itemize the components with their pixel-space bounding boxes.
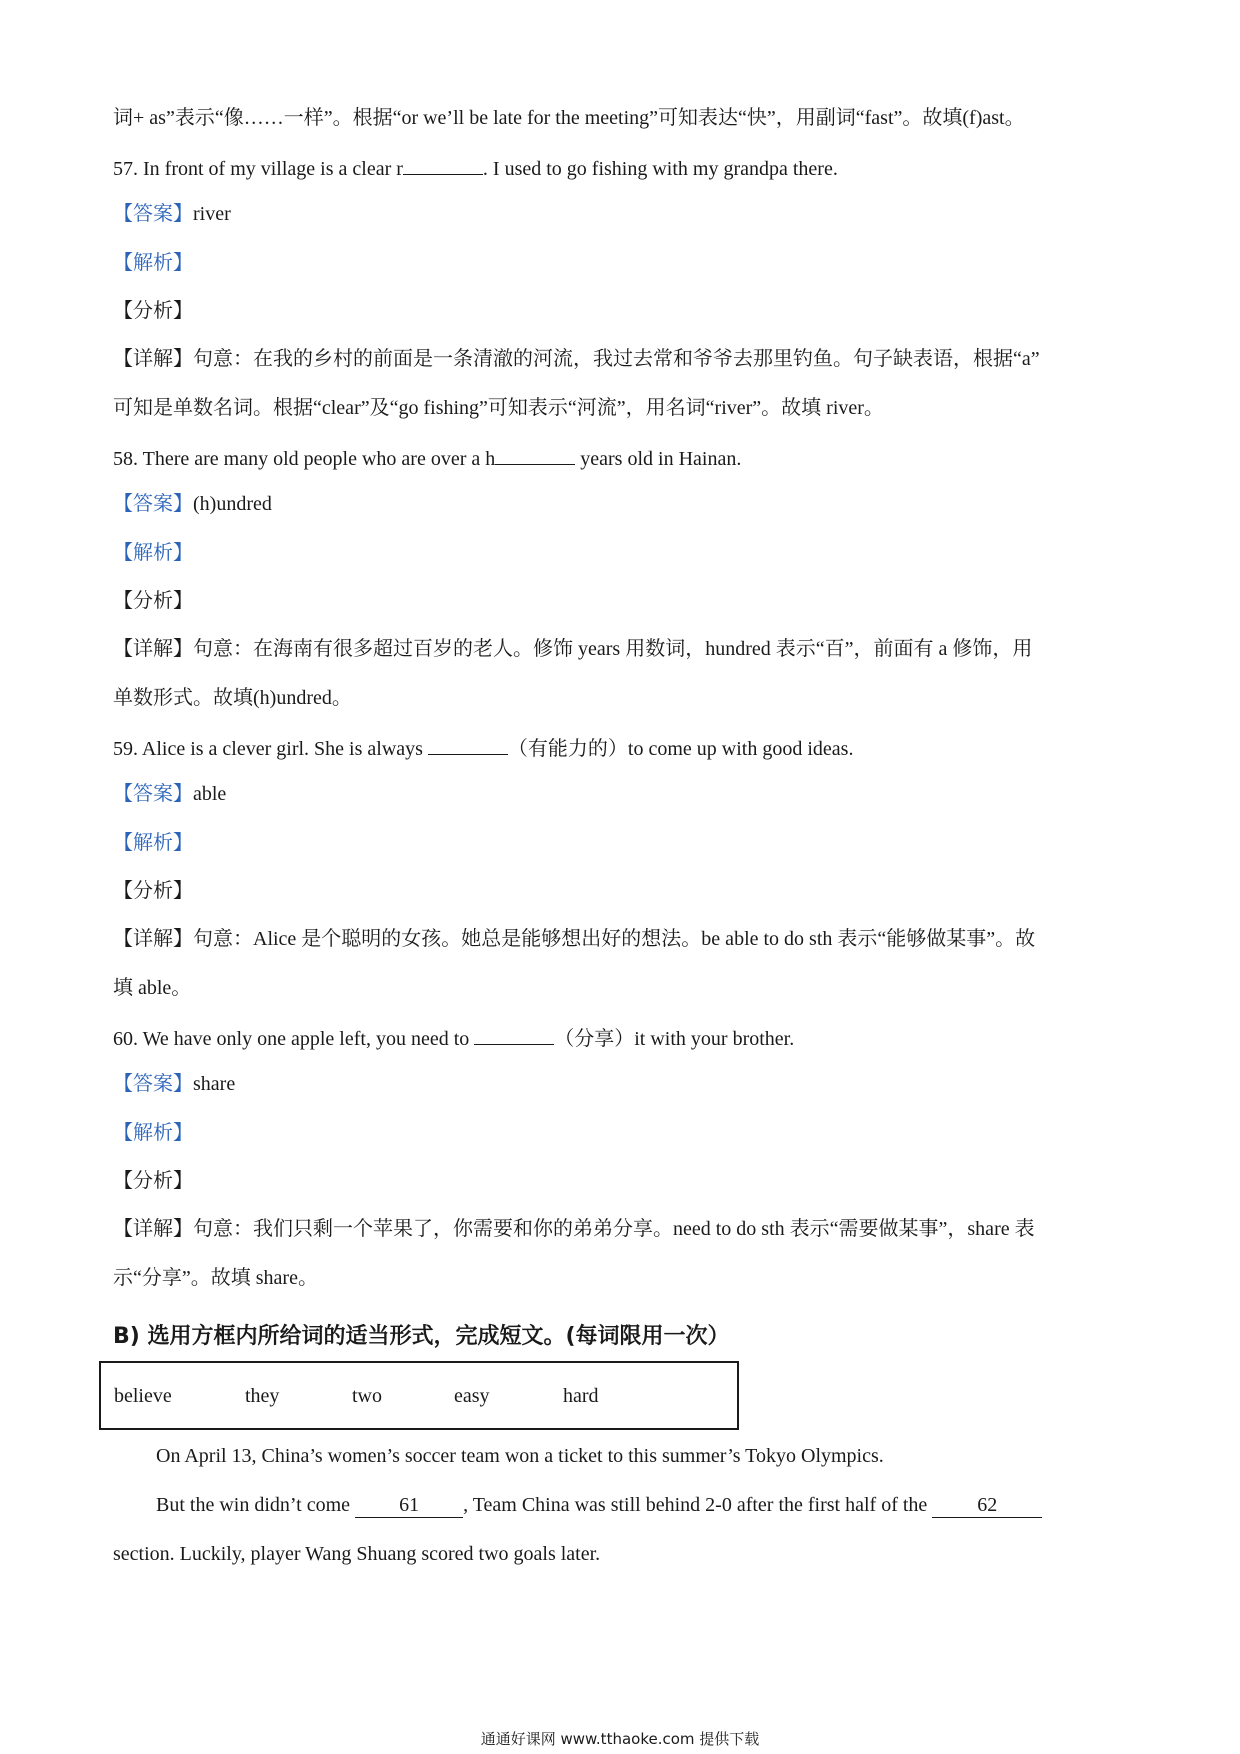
analysis-label-59 — [113, 829, 1133, 857]
analysis-label-57 — [113, 249, 1133, 277]
answer-58 — [113, 490, 1133, 518]
question-text-post: （分享）it with your brother. — [554, 1028, 795, 1050]
passage-text: , Team China was still behind 2-0 after the first half of the — [463, 1494, 933, 1516]
word-box-item: two — [352, 1385, 382, 1407]
word-box-item: believe — [114, 1385, 172, 1407]
detail-text: 句意：我们只剩一个苹果了，你需要和你的弟弟分享。need to do sth 表示“需要做某事”，share 表 — [193, 1218, 1035, 1240]
detail-label: 【详解】 — [113, 348, 193, 370]
detail-57-line-2 — [113, 394, 1133, 422]
detail-57-line-1 — [113, 345, 1133, 373]
analysis-label: 【解析】 — [113, 832, 193, 854]
answer-label: 【答案】 — [113, 493, 193, 515]
question-text-pre: 60. We have only one apple left, you need to — [113, 1028, 475, 1050]
passage-text: section. Luckily, player Wang Shuang scored two goals later. — [113, 1543, 601, 1565]
fenxi-label-59 — [113, 877, 1133, 905]
answer-blank — [428, 732, 508, 755]
fenxi-label-57 — [113, 297, 1133, 325]
prev-question-explanation-end — [113, 104, 1133, 132]
detail-58-line-2 — [113, 684, 1133, 712]
detail-text: 句意：Alice 是个聪明的女孩。她总是能够想出好的想法。be able to do sth 表示“能够做某事”。故 — [193, 928, 1036, 950]
explanation-text: 词+ as”表示“像……一样”。根据“or we’ll be late for the meeting”可知表达“快”，用副词“fast”。故填(f)ast。 — [113, 107, 1025, 129]
passage-text: On April 13, China’s women’s soccer team won a ticket to this summer’s Tokyo Olympics. — [156, 1445, 884, 1467]
detail-label: 【详解】 — [113, 1218, 193, 1240]
detail-text: 示“分享”。故填 share。 — [113, 1267, 318, 1289]
detail-59-line-1 — [113, 925, 1133, 953]
answer-blank — [403, 152, 483, 175]
detail-label: 【详解】 — [113, 638, 193, 660]
answer-label: 【答案】 — [113, 783, 193, 805]
fenxi-label: 【分析】 — [113, 880, 193, 902]
fenxi-label: 【分析】 — [113, 300, 193, 322]
fenxi-label-58 — [113, 587, 1133, 615]
passage-text: But the win didn’t come — [156, 1494, 356, 1516]
question-text-pre: 58. There are many old people who are over a h — [113, 448, 496, 470]
page-footer: 通通好课网 www.tthaoke.com 提供下载 — [480, 1730, 760, 1748]
question-text-pre: 57. In front of my village is a clear r — [113, 158, 403, 180]
answer-label: 【答案】 — [113, 203, 193, 225]
word-box-item: they — [245, 1385, 280, 1407]
detail-59-line-2 — [113, 974, 1133, 1002]
question-text-post: （有能力的）to come up with good ideas. — [507, 738, 854, 760]
answer-blank — [474, 1022, 554, 1045]
passage-paragraph-1 — [156, 1442, 1176, 1470]
answer-57 — [113, 200, 1133, 228]
analysis-label: 【解析】 — [113, 1122, 193, 1144]
passage-paragraph-2-cont — [113, 1540, 1133, 1568]
question-57 — [113, 152, 1133, 183]
question-58 — [113, 442, 1133, 473]
detail-60-line-2 — [113, 1264, 1133, 1292]
analysis-label-58 — [113, 539, 1133, 567]
detail-58-line-1 — [113, 635, 1133, 663]
fenxi-label-60 — [113, 1167, 1133, 1195]
fenxi-label: 【分析】 — [113, 590, 193, 612]
answer-value: able — [193, 783, 227, 805]
detail-text: 句意：在我的乡村的前面是一条清澈的河流，我过去常和爷爷去那里钓鱼。句子缺表语，根据“a” — [193, 348, 1040, 370]
fenxi-label: 【分析】 — [113, 1170, 193, 1192]
detail-text: 单数形式。故填(h)undred。 — [113, 687, 352, 709]
blank-62: 62 — [932, 1493, 1042, 1518]
question-60 — [113, 1022, 1133, 1053]
word-box — [99, 1361, 739, 1430]
detail-text: 句意：在海南有很多超过百岁的老人。修饰 years 用数词，hundred 表示“百”，前面有 a 修饰，用 — [193, 638, 1033, 660]
answer-60 — [113, 1070, 1133, 1098]
question-59 — [113, 732, 1133, 763]
answer-label: 【答案】 — [113, 1073, 193, 1095]
word-box-item: easy — [454, 1385, 490, 1407]
detail-label: 【详解】 — [113, 928, 193, 950]
answer-59 — [113, 780, 1133, 808]
section-b-heading: B) 选用方框内所给词的适当形式，完成短文。(每词限用一次） — [113, 1324, 730, 1349]
analysis-label-60 — [113, 1119, 1133, 1147]
detail-text: 填 able。 — [113, 977, 192, 999]
question-text-post: years old in Hainan. — [575, 448, 742, 470]
answer-value: (h)undred — [193, 493, 272, 515]
answer-value: river — [193, 203, 231, 225]
question-text-post: . I used to go fishing with my grandpa there. — [482, 158, 838, 180]
analysis-label: 【解析】 — [113, 252, 193, 274]
analysis-label: 【解析】 — [113, 542, 193, 564]
answer-blank — [495, 442, 575, 465]
detail-60-line-1 — [113, 1215, 1133, 1243]
answer-value: share — [193, 1073, 236, 1095]
detail-text: 可知是单数名词。根据“clear”及“go fishing”可知表示“河流”，用名词“river”。故填 river。 — [113, 397, 884, 419]
passage-paragraph-2 — [156, 1491, 1176, 1519]
blank-61: 61 — [355, 1493, 463, 1518]
question-text-pre: 59. Alice is a clever girl. She is always — [113, 738, 428, 760]
word-box-item: hard — [563, 1385, 599, 1407]
